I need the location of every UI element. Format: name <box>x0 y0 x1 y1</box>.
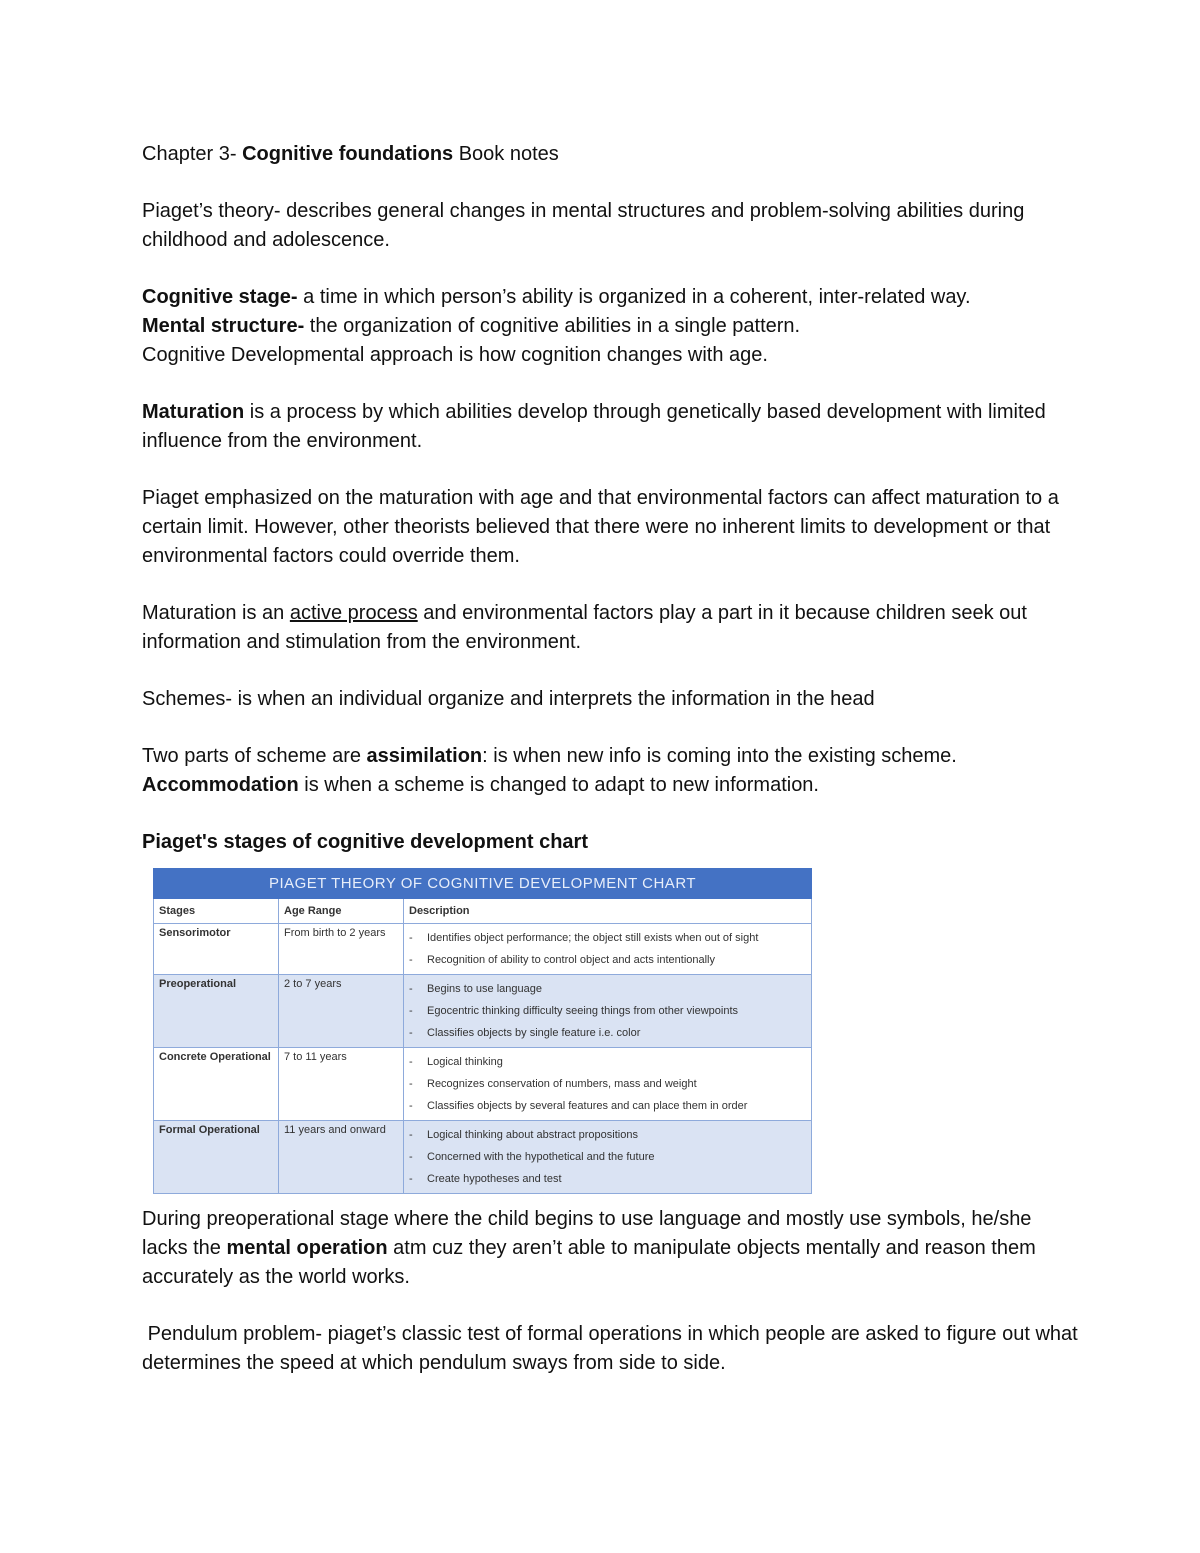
description-item <box>409 1168 806 1190</box>
stage-cell: Formal Operational <box>154 1121 279 1194</box>
bullet-dash: - <box>409 1078 413 1090</box>
mental-structure-def: the organization of cognitive abilities in a single pattern. <box>304 315 801 337</box>
description-item <box>409 1000 806 1022</box>
age-cell: 11 years and onward <box>279 1121 404 1194</box>
stage-cell: Sensorimotor <box>154 924 279 975</box>
maturation-def: is a process by which abilities develop through genetically based development with limited influence from the environment. <box>142 401 1046 452</box>
column-header-description: Description <box>404 899 812 924</box>
table-row-preoperational <box>154 975 812 1048</box>
pendulum-problem-paragraph: Pendulum problem- piaget’s classic test of formal operations in which people are asked to figure out what determines the speed at which pendulum sways from side to side. <box>142 1323 1084 1374</box>
description-text: Recognizes conservation of numbers, mass and weight <box>427 1078 697 1090</box>
document-body-continued <box>142 1205 1082 1406</box>
bullet-dash: - <box>409 1005 413 1017</box>
stage-cell: Concrete Operational <box>154 1048 279 1121</box>
piaget-emphasis-paragraph: Piaget emphasized on the maturation with age and that environmental factors can affect maturation to a certain limit. However, other theorists believed that there were no inherent limits to development or that environmental factors could override them. <box>142 487 1059 567</box>
chart-heading: Piaget's stages of cognitive development chart <box>142 831 588 853</box>
description-text: Recognition of ability to control object and acts intentionally <box>427 954 716 966</box>
assimilation-term: assimilation <box>366 745 483 767</box>
description-item <box>409 927 806 949</box>
description-text: Logical thinking about abstract propositions <box>427 1129 638 1141</box>
age-cell: 2 to 7 years <box>279 975 404 1048</box>
description-cell <box>404 1048 812 1121</box>
title-prefix: Chapter 3- <box>142 143 243 165</box>
table-row-sensorimotor <box>154 924 812 975</box>
mental-structure-term: Mental structure- <box>142 315 305 337</box>
preop-post: atm cuz they aren’t able to manipulate objects mentally and reason them accurately as the world works. <box>142 1237 1036 1288</box>
bullet-dash: - <box>409 1027 413 1039</box>
description-item <box>409 978 806 1000</box>
cognitive-stage-term: Cognitive stage- <box>142 286 298 308</box>
age-cell: From birth to 2 years <box>279 924 404 975</box>
description-text: Classifies objects by single feature i.e. color <box>427 1027 641 1039</box>
bullet-dash: - <box>409 983 413 995</box>
mental-structure-definition <box>142 312 1082 341</box>
description-item <box>409 1022 806 1044</box>
description-item <box>409 1124 806 1146</box>
accommodation-term: Accommodation <box>142 774 299 796</box>
accommodation-line <box>142 771 1082 800</box>
stage-cell: Preoperational <box>154 975 279 1048</box>
description-item <box>409 1051 806 1073</box>
description-cell <box>404 924 812 975</box>
maturation-definition <box>142 398 1082 456</box>
mental-operation-term: mental operation <box>226 1237 388 1259</box>
active-process-post: and environmental factors play a part in it because children seek out information and stimulation from the environment. <box>142 602 1027 653</box>
schemes-paragraph: Schemes- is when an individual organize and interprets the information in the head <box>142 688 875 710</box>
title-bold: Cognitive foundations <box>242 143 454 165</box>
table-title: PIAGET THEORY OF COGNITIVE DEVELOPMENT CHART <box>154 869 812 899</box>
table-row-formal-operational <box>154 1121 812 1194</box>
description-text: Classifies objects by several features and can place them in order <box>427 1100 748 1112</box>
column-header-stages: Stages <box>154 899 279 924</box>
cognitive-stage-def: a time in which person’s ability is organized in a coherent, inter-related way. <box>297 286 971 308</box>
column-header-age-range: Age Range <box>279 899 404 924</box>
description-text: Concerned with the hypothetical and the future <box>427 1151 655 1163</box>
cognitive-developmental-approach: Cognitive Developmental approach is how cognition changes with age. <box>142 344 768 366</box>
piaget-theory-paragraph: Piaget’s theory- describes general changes in mental structures and problem-solving abilities during childhood and adolescence. <box>142 200 1025 251</box>
bullet-dash: - <box>409 932 413 944</box>
active-process-underlined: active process <box>289 602 418 624</box>
assimilation-def: : is when new info is coming into the existing scheme. <box>482 745 957 767</box>
bullet-dash: - <box>409 1056 413 1068</box>
active-process-paragraph <box>142 599 1082 657</box>
document-body <box>142 140 1082 885</box>
bullet-dash: - <box>409 1129 413 1141</box>
maturation-term: Maturation <box>142 401 245 423</box>
description-item <box>409 949 806 971</box>
age-cell: 7 to 11 years <box>279 1048 404 1121</box>
bullet-dash: - <box>409 954 413 966</box>
piaget-stages-table <box>153 868 812 1194</box>
description-text: Begins to use language <box>427 983 542 995</box>
description-item <box>409 1146 806 1168</box>
active-process-pre: Maturation is an <box>142 602 290 624</box>
accommodation-def: is when a scheme is changed to adapt to new information. <box>298 774 819 796</box>
two-parts-pre: Two parts of scheme are <box>142 745 367 767</box>
description-text: Logical thinking <box>427 1056 503 1068</box>
assimilation-line <box>142 742 1082 771</box>
description-text: Identifies object performance; the object still exists when out of sight <box>427 932 759 944</box>
bullet-dash: - <box>409 1151 413 1163</box>
bullet-dash: - <box>409 1173 413 1185</box>
preoperational-paragraph <box>142 1205 1082 1292</box>
description-text: Egocentric thinking difficulty seeing things from other viewpoints <box>427 1005 739 1017</box>
description-text: Create hypotheses and test <box>427 1173 562 1185</box>
preop-pre: During preoperational stage where the child begins to use language and mostly use symbols, he/she lacks the <box>142 1208 1032 1259</box>
table-row-concrete-operational <box>154 1048 812 1121</box>
description-cell <box>404 975 812 1048</box>
description-cell <box>404 1121 812 1194</box>
description-item <box>409 1073 806 1095</box>
cognitive-stage-definition <box>142 283 1082 312</box>
title-suffix: Book notes <box>453 143 559 165</box>
bullet-dash: - <box>409 1100 413 1112</box>
description-item <box>409 1095 806 1117</box>
chapter-title <box>142 140 1082 169</box>
